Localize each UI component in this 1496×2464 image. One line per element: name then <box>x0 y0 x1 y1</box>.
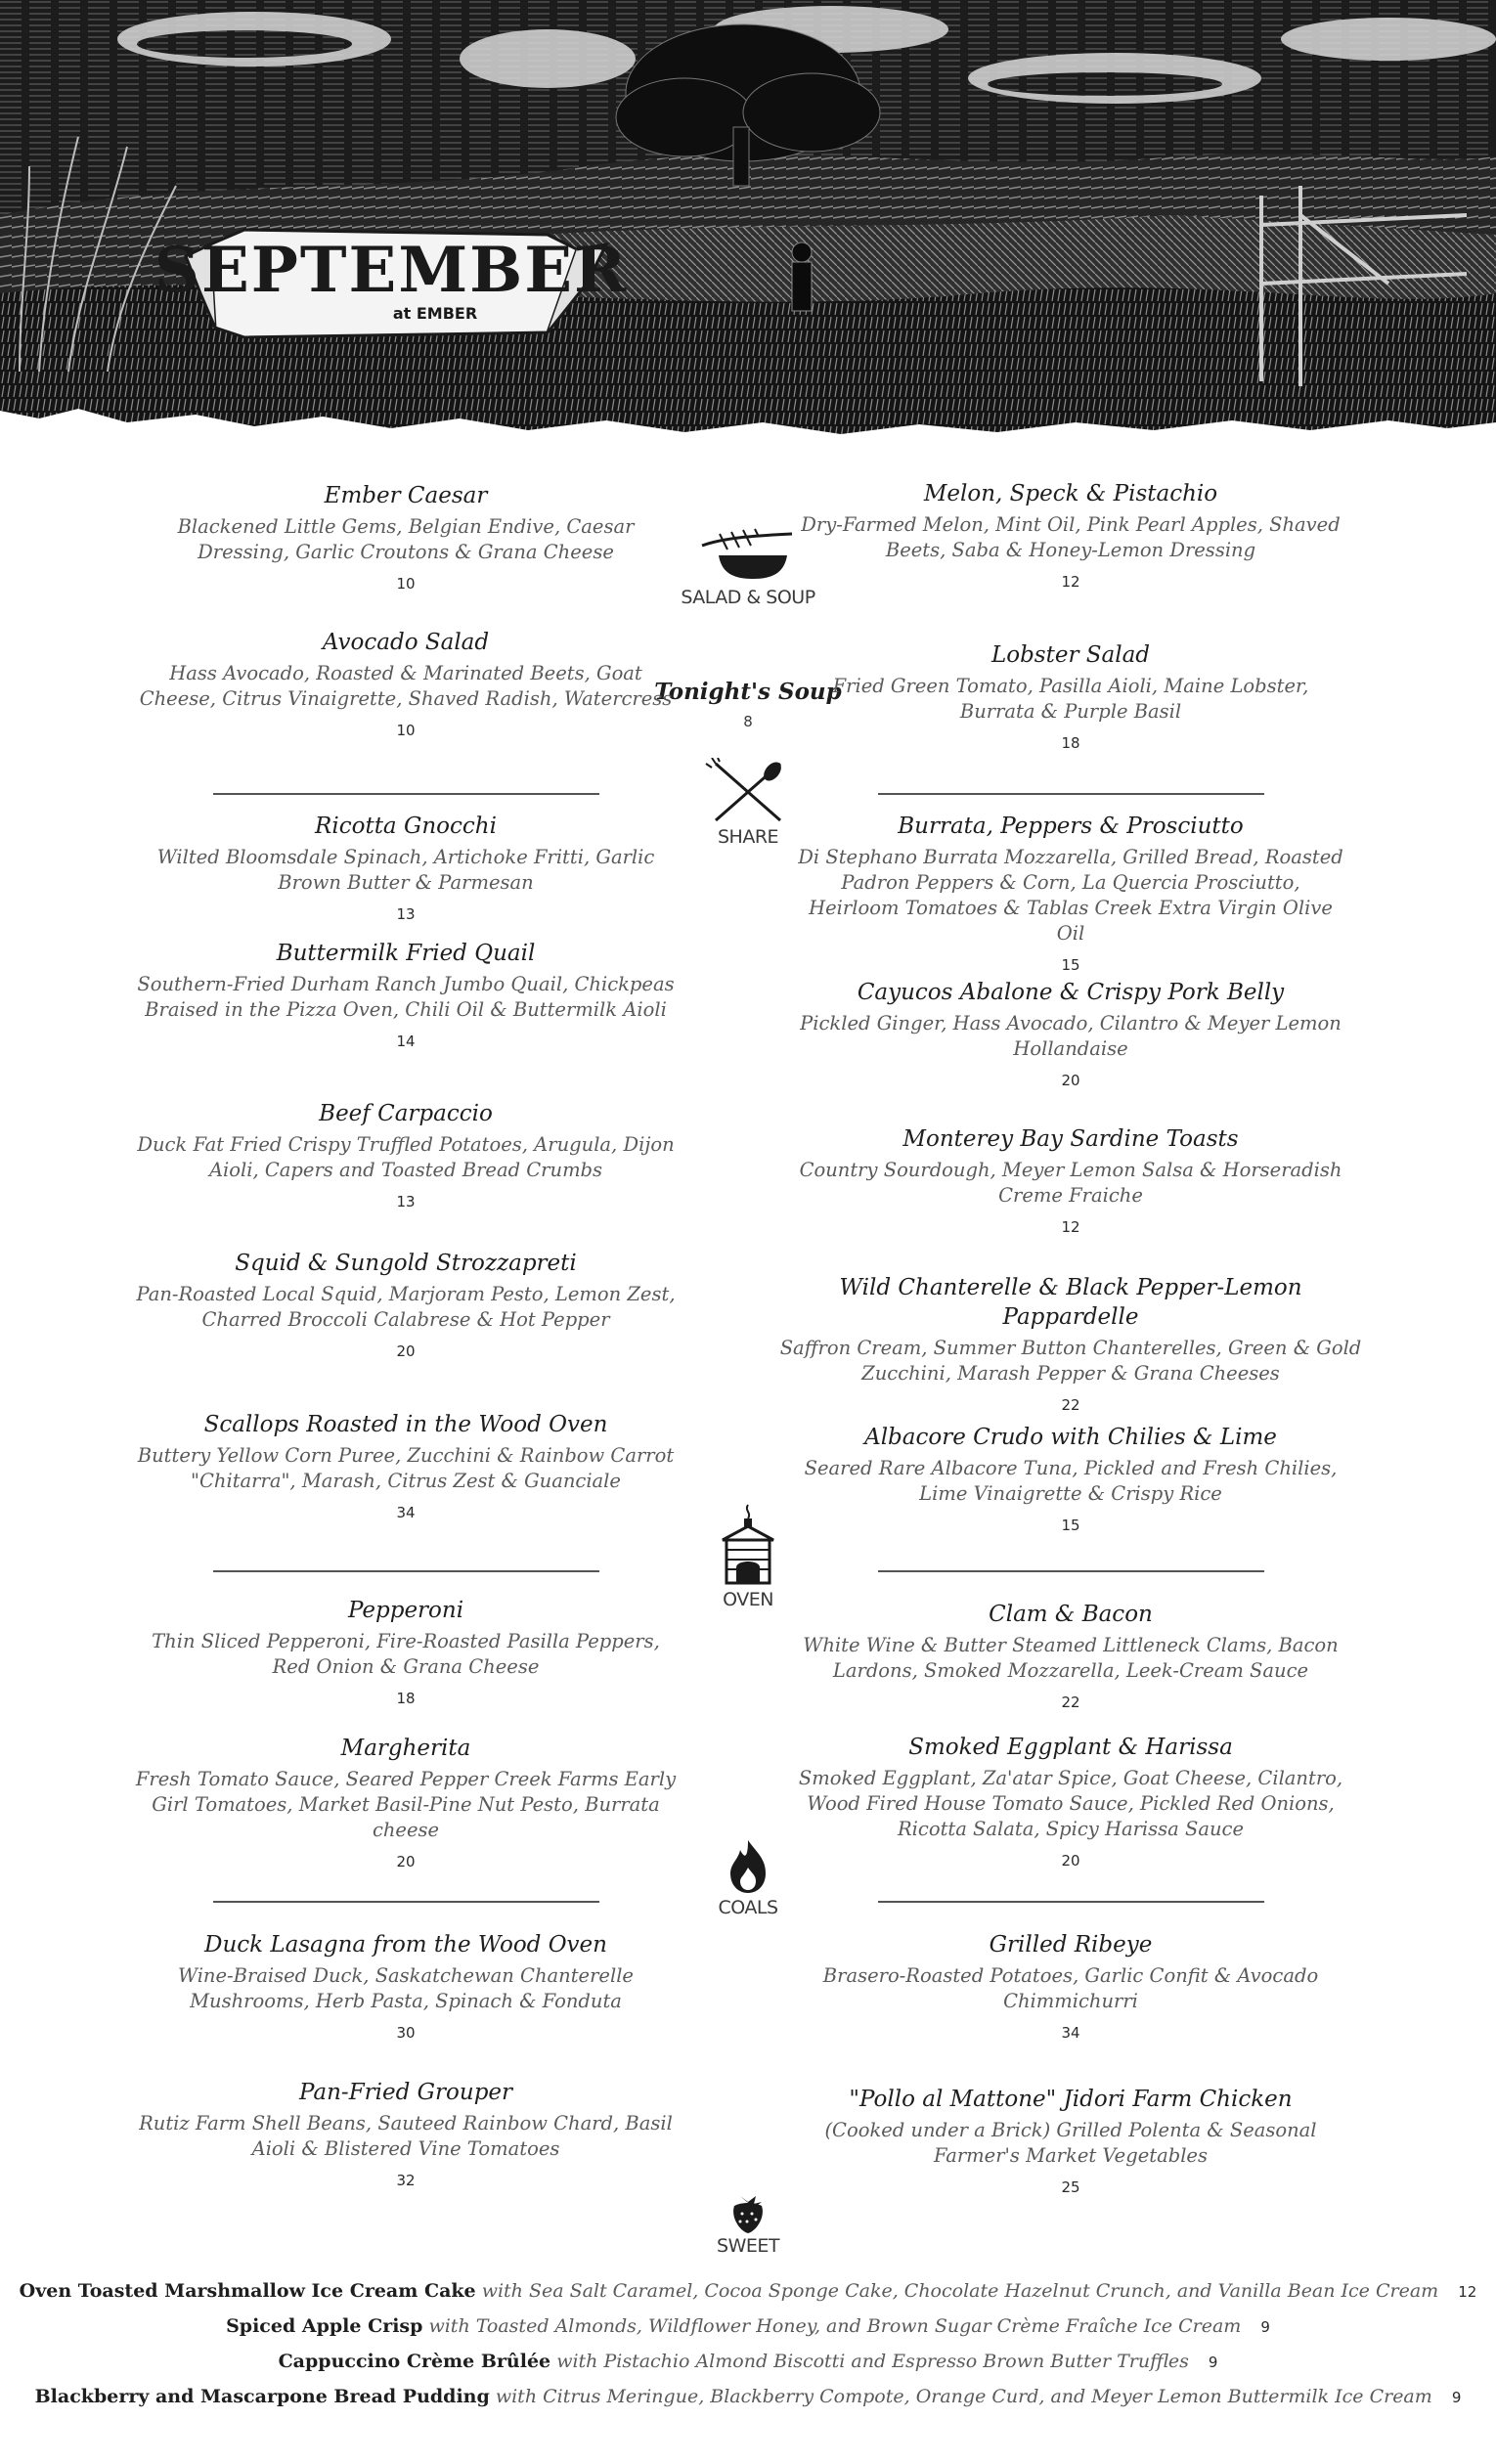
dessert-name: Cappuccino Crème Brûlée <box>278 2351 551 2372</box>
menu-item <box>132 1410 680 1521</box>
item-description: Thin Sliced Pepperoni, Fire-Roasted Pasilla Peppers, Red Onion & Grana Cheese <box>152 1630 660 1678</box>
dessert-item <box>0 2384 1496 2410</box>
item-name: Smoked Eggplant & Harissa <box>908 1735 1233 1760</box>
item-description: Di Stephano Burrata Mozzarella, Grilled Bread, Roasted Padron Peppers & Corn, La Quercia Prosciutto, Heirloom Tomatoes & Tablas Creek Extra Virgin Olive Oil <box>798 846 1343 945</box>
dessert-price: 12 <box>1458 2283 1477 2301</box>
dessert-item <box>0 2349 1496 2375</box>
item-name: Clam & Bacon <box>989 1602 1153 1627</box>
item-description: Duck Fat Fried Crispy Truffled Potatoes, Arugula, Dijon Aioli, Capers and Toasted Bread Crumbs <box>137 1133 675 1181</box>
item-description: Pickled Ginger, Hass Avocado, Cilantro & Meyer Lemon Hollandaise <box>800 1012 1342 1060</box>
item-name: Pan-Fried Grouper <box>298 2080 513 2105</box>
dessert-item <box>0 2278 1496 2305</box>
item-name: Buttermilk Fried Quail <box>276 941 536 966</box>
item-name: Ember Caesar <box>324 483 488 508</box>
dessert-description: with Sea Salt Caramel, Cocoa Sponge Cake, Chocolate Hazelnut Crunch, and Vanilla Bean Ice Cream <box>481 2280 1439 2302</box>
menu-item <box>797 1733 1344 1870</box>
item-price: 12 <box>1061 1218 1080 1236</box>
dessert-name: Blackberry and Mascarpone Bread Pudding <box>34 2386 490 2407</box>
divider <box>878 793 1264 795</box>
menu-item <box>132 481 680 593</box>
item-description: Southern-Fried Durham Ranch Jumbo Quail, Chickpeas Braised in the Pizza Oven, Chili Oil & Buttermilk Aioli <box>137 973 675 1021</box>
dessert-price: 9 <box>1208 2354 1218 2371</box>
menu-item <box>132 2078 680 2189</box>
item-name: Monterey Bay Sardine Toasts <box>902 1126 1239 1152</box>
woodcut-landscape <box>0 0 1496 435</box>
menu-item <box>132 1930 680 2042</box>
menu-subtitle: at EMBER <box>392 304 478 323</box>
menu-item <box>797 1600 1344 1711</box>
item-name: Duck Lasagna from the Wood Oven <box>204 1932 607 1958</box>
item-description: Seared Rare Albacore Tuna, Pickled and Fresh Chilies, Lime Vinaigrette & Crispy Rice <box>804 1457 1338 1505</box>
item-name: Avocado Salad <box>322 630 490 655</box>
divider <box>878 1570 1264 1572</box>
item-price: 15 <box>1061 956 1080 974</box>
dessert-name: Oven Toasted Marshmallow Ice Cream Cake <box>19 2280 476 2302</box>
menu-title: SEPTEMBER <box>154 234 629 307</box>
item-name: Margherita <box>340 1736 471 1761</box>
item-name: Squid & Sungold Strozzapreti <box>235 1251 577 1276</box>
item-price: 25 <box>1061 2178 1080 2196</box>
section-label-coals: COALS <box>718 1897 778 1918</box>
menu-item <box>132 812 680 923</box>
item-name: Albacore Crudo with Chilies & Lime <box>864 1425 1277 1450</box>
item-description: (Cooked under a Brick) Grilled Polenta & Seasonal Farmer's Market Vegetables <box>824 2119 1317 2167</box>
menu-item <box>797 479 1344 591</box>
item-description: White Wine & Butter Steamed Littleneck Clams, Bacon Lardons, Smoked Mozzarella, Leek-Cream Sauce <box>803 1634 1339 1682</box>
item-name: "Pollo al Mattone" Jidori Farm Chicken <box>849 2087 1293 2112</box>
soup-price: 8 <box>743 713 753 730</box>
item-price: 20 <box>1061 1072 1080 1089</box>
item-price: 15 <box>1061 1517 1080 1534</box>
menu-item <box>797 812 1344 974</box>
item-description: Blackened Little Gems, Belgian Endive, Caesar Dressing, Garlic Croutons & Grana Cheese <box>177 515 635 563</box>
menu-item <box>797 1930 1344 2042</box>
dessert-list <box>0 2278 1496 2419</box>
item-price: 20 <box>396 1853 416 1870</box>
item-price: 12 <box>1061 573 1080 591</box>
item-price: 30 <box>396 2024 416 2042</box>
soup-name: Tonight's Soup <box>654 679 842 705</box>
section-label-share: SHARE <box>717 826 779 848</box>
item-description: Saffron Cream, Summer Button Chanterelles, Green & Gold Zucchini, Marash Pepper & Grana Cheeses <box>779 1337 1362 1385</box>
item-description: Smoked Eggplant, Za'atar Spice, Goat Cheese, Cilantro, Wood Fired House Tomato Sauce, Pickled Red Onions, Ricotta Salata, Spicy Harissa Sauce <box>798 1767 1343 1840</box>
menu-item <box>132 939 680 1050</box>
item-price: 18 <box>1061 734 1080 752</box>
menu-item <box>132 628 680 739</box>
strawberry-icon <box>728 2190 768 2235</box>
crossed-fork-spoon-icon <box>704 758 792 826</box>
item-name: Pepperoni <box>347 1598 464 1623</box>
item-description: Buttery Yellow Corn Puree, Zucchini & Rainbow Carrot "Chitarra", Marash, Citrus Zest & Guanciale <box>137 1444 675 1492</box>
item-name: Grilled Ribeye <box>989 1932 1153 1958</box>
divider <box>878 1901 1264 1903</box>
item-description: Rutiz Farm Shell Beans, Sauteed Rainbow Chard, Basil Aioli & Blistered Vine Tomatoes <box>139 2112 673 2160</box>
section-sweet <box>670 2190 826 2257</box>
item-description: Dry-Farmed Melon, Mint Oil, Pink Pearl Apples, Shaved Beets, Saba & Honey-Lemon Dressing <box>801 513 1341 561</box>
item-price: 10 <box>396 722 416 739</box>
divider <box>213 1570 599 1572</box>
dessert-item <box>0 2313 1496 2340</box>
item-price: 20 <box>1061 1852 1080 1870</box>
item-description: Hass Avocado, Roasted & Marinated Beets, Goat Cheese, Citrus Vinaigrette, Shaved Radish, Watercress <box>139 662 673 710</box>
dessert-description: with Toasted Almonds, Wildflower Honey, and Brown Sugar Crème Fraîche Ice Cream <box>428 2315 1242 2337</box>
item-name: Melon, Speck & Pistachio <box>923 481 1218 506</box>
item-description: Fried Green Tomato, Pasilla Aioli, Maine Lobster, Burrata & Purple Basil <box>832 675 1309 723</box>
item-price: 10 <box>396 575 416 593</box>
item-description: Fresh Tomato Sauce, Seared Pepper Creek Farms Early Girl Tomatoes, Market Basil-Pine Nut Pesto, Burrata cheese <box>135 1768 677 1841</box>
menu-item <box>132 1734 680 1870</box>
item-price: 22 <box>1061 1694 1080 1711</box>
item-name: Beef Carpaccio <box>319 1101 493 1126</box>
section-label-sweet: SWEET <box>717 2235 779 2257</box>
item-description: Wine-Braised Duck, Saskatchewan Chanterelle Mushrooms, Herb Pasta, Spinach & Fonduta <box>178 1964 634 2012</box>
dessert-price: 9 <box>1260 2318 1270 2336</box>
item-name: Scallops Roasted in the Wood Oven <box>203 1412 608 1437</box>
menu-item <box>797 640 1344 752</box>
menu-item <box>132 1596 680 1707</box>
header-illustration <box>0 0 1496 435</box>
item-name: Cayucos Abalone & Crispy Pork Belly <box>857 980 1285 1005</box>
dessert-name: Spiced Apple Crisp <box>226 2315 423 2337</box>
item-price: 13 <box>396 905 416 923</box>
item-description: Wilted Bloomsdale Spinach, Artichoke Fritti, Garlic Brown Butter & Parmesan <box>156 846 655 894</box>
divider <box>213 1901 599 1903</box>
salad-bowl-icon <box>694 528 802 587</box>
item-price: 34 <box>396 1504 416 1521</box>
item-description: Pan-Roasted Local Squid, Marjoram Pesto, Lemon Zest, Charred Broccoli Calabrese & Hot Pepper <box>136 1283 676 1331</box>
item-description: Brasero-Roasted Potatoes, Garlic Confit & Avocado Chimmichurri <box>822 1964 1319 2012</box>
dessert-price: 9 <box>1451 2389 1462 2406</box>
item-name: Burrata, Peppers & Prosciutto <box>898 814 1244 839</box>
item-name: Ricotta Gnocchi <box>315 814 497 839</box>
item-price: 13 <box>396 1193 416 1210</box>
item-price: 32 <box>396 2172 416 2189</box>
item-description: Country Sourdough, Meyer Lemon Salsa & Horseradish Creme Fraiche <box>799 1159 1342 1207</box>
item-price: 20 <box>396 1342 416 1360</box>
menu-item <box>797 1124 1344 1236</box>
dessert-description: with Citrus Meringue, Blackberry Compote, Orange Curd, and Meyer Lemon Buttermilk Ice Cream <box>495 2386 1432 2407</box>
item-price: 18 <box>396 1690 416 1707</box>
dessert-description: with Pistachio Almond Biscotti and Espresso Brown Butter Truffles <box>556 2351 1189 2372</box>
section-label-oven: OVEN <box>723 1589 773 1610</box>
flame-icon <box>719 1838 777 1897</box>
item-price: 14 <box>396 1033 416 1050</box>
menu-item <box>132 1099 680 1210</box>
menu-item <box>797 2085 1344 2196</box>
item-name: Wild Chanterelle & Black Pepper-Lemon Pappardelle <box>839 1275 1302 1330</box>
section-label-salad-soup: SALAD & SOUP <box>681 587 815 608</box>
divider <box>213 793 599 795</box>
menu-item <box>797 1423 1344 1534</box>
menu-item <box>797 978 1344 1089</box>
menu-item <box>777 1273 1364 1414</box>
item-price: 34 <box>1061 2024 1080 2042</box>
item-price: 22 <box>1061 1396 1080 1414</box>
menu-item <box>132 1249 680 1360</box>
wood-oven-icon <box>719 1501 777 1589</box>
item-name: Lobster Salad <box>990 642 1151 668</box>
